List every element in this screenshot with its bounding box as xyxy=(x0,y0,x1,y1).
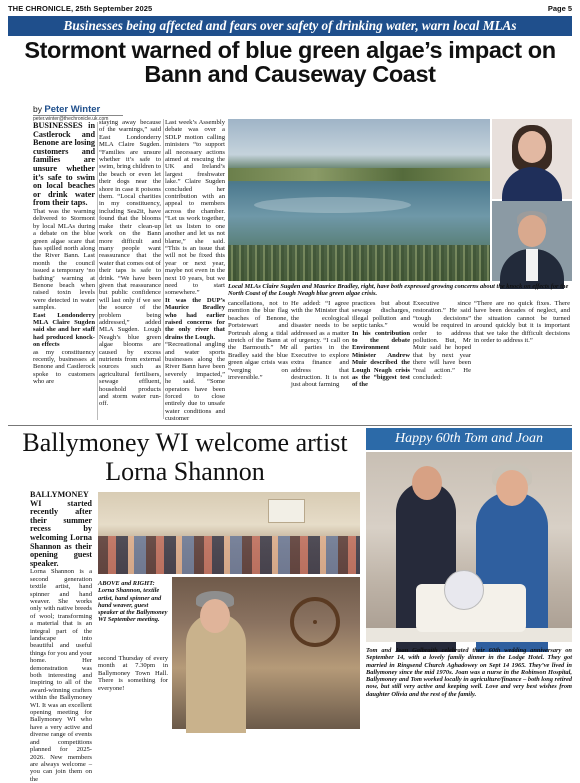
maurice-bradley-photo xyxy=(492,201,572,281)
river-bann-photo xyxy=(228,119,490,281)
headline: Stormont warned of blue green algae’s impact on Bann and Causeway Coast xyxy=(24,37,556,87)
story-col6-bold: In his contribution to the debate Environment Minister Andrew Muir described the Lough Neagh crisis as the “biggest test of the xyxy=(352,329,410,389)
wi-column-2 xyxy=(98,655,168,729)
story-col2-text: staying away because of the warnings,” said East Londonderry MLA Claire Sugden. “Families are unsure whether it’s safe to swim, bring children to the beach or even let their dogs near the shore in case it poisons them. “Local charities in my constituency, including Sea2it, have found that the blooms make their clean-up work on the Bann more difficult and many people want reassurance that the water that comes out of their taps is safe to drink. “We have been given that reassurance but public confidence will last only if we see the source of the problem being addressed,” added MLA Sugden. Lough Neagh’s blue green algae blooms are caused by excess nutrients from external sources such as agricultural fertilisers, sewage effluent, household products and storm water run-off. xyxy=(99,119,161,408)
story-column-7 xyxy=(413,300,471,422)
story-col8-text: “There are no quick fixes. There have been decades of neglect, and the situation cannot be turned around quickly but it is important that we take the difficult decisions in order to address it.” xyxy=(474,300,570,345)
story-col7-text: Executive since restoration.” He said “tough decisions” would be required in order to address pollution. But, Mr Muir said he hoped that by next year there will have been “real action.” He concluded: xyxy=(413,300,471,382)
story-col4-text: cancellations, not to mention the blue flag beaches of Benone, Portstewart and Portrush along a tidal stretch of the Bann at the Barmouth.” Mr Bradley said the blue green algae crisis was “verging on irreversible.” xyxy=(228,300,288,382)
story-col1-end: as my constituency recently, businesses at Benone and Castlerock spoke to customers who are xyxy=(33,348,95,386)
story-col1-bold: East Londonderry MLA Claire Sugden said she and her staff had produced knock-on effects xyxy=(33,311,95,349)
story-column-6 xyxy=(352,300,410,422)
story-column-3 xyxy=(165,119,225,423)
column-rule xyxy=(163,119,164,419)
wi-photo-caption: ABOVE and RIGHT: Lorna Shannon, textile artist, hand spinner and hand weaver, guest speaker at the Ballymoney WI September meeting. xyxy=(98,580,168,624)
anniversary-banner: Happy 60th Tom and Joan xyxy=(366,428,572,450)
story-col1-text: That was the warning delivered to Stormont by local MLAs during a debate on the blue green algae scare that has spilled north along the River Bann. Last month the council issued a temporary ‘no bathing’ warning at Benone beach when raised toxin levels were detected in water samples. xyxy=(33,207,95,312)
byline-by: by xyxy=(33,104,42,114)
story-col3-end: “Recreational angling and water sports businesses along the River Bann have been severely impacted,” he said. “Some operators have been forced to close entirely due to unsafe water conditions and customer xyxy=(165,341,225,423)
story-column-2 xyxy=(99,119,161,422)
story-column-1 xyxy=(33,122,95,422)
story-col6-text: practices but about sewage discharges, illegal pollution and septic tanks.” xyxy=(352,300,410,330)
story-column-5 xyxy=(291,300,349,422)
wi-column-1 xyxy=(30,490,92,783)
story-column-8 xyxy=(474,300,570,422)
section-divider xyxy=(8,425,572,426)
tom-and-joan-photo xyxy=(366,452,572,642)
byline-email: peter.winter@thechronicle.uk.com xyxy=(33,116,109,122)
masthead-date: THE CHRONICLE, 25th September 2025 xyxy=(8,4,153,13)
wi-col1-text: Lorna Shannon is a second generation textile artist, hand spinner and hand weaver. She works only with native breeds of wool; transforming a material that is an integral part of the landscape into beautiful and useful things for you and your home. Her demonstration was both interesting and inspiring to all of the award-winning crafters within the Ballymoney WI. It was an excellent opening meeting for Ballymoney WI who have a very active and diverse range of events and competitions planned for 2025-2026. New members are always welcome – you can join them on the xyxy=(30,568,92,783)
story-lead: BUSINESSES in Castlerock and Benone are losing customers and families are unsure whether it’s safe to swim on local beaches or drink water from their taps. xyxy=(33,121,95,208)
story-col3-bold: It was the DUP’s Maurice Bradley who had earlier raised concerns for the only river that drains the Lough. xyxy=(165,296,225,341)
lorna-shannon-photo xyxy=(172,577,360,729)
wi-headline: Ballymoney WI welcome artist Lorna Shannon xyxy=(22,428,348,486)
story-column-4 xyxy=(228,300,288,422)
wi-meeting-photo xyxy=(98,492,360,574)
wi-col2-text: second Thursday of every month at 7.30pm in Ballymoney Town Hall. There is something for everyone! xyxy=(98,655,168,692)
photo-caption: Local MLAs Claire Sugden and Maurice Bradley, right, have both expressed growing concerns about the knock on effects for the North Coast of the Lough Neagh blue green algae crisis. xyxy=(228,283,569,298)
story-banner: Businesses being affected and fears over safety of drinking water, warn local MLAs xyxy=(8,16,572,36)
claire-sugden-photo xyxy=(492,119,572,199)
story-col3-text: Last week’s Assembly debate was over a SDLP motion calling ministers “to support all necessary actions aimed at rescuing the UK and Ireland’s largest freshwater lake.” Claire Sugden concluded her contribution with an appeal to members across the chamber. “Let us work together, let us listen to one another and let us not blame,” she said. “This is an issue that will not be fixed this year or next year, maybe not even in the next 10 years, but we need to start somewhere.” xyxy=(165,119,225,297)
story-col5-text: He added: “I agree with the Minister that the ecological disaster needs to be addressed as a matter of urgency. “I call on all parties in the Executive to explore extra finance and address that destruction. It is not just about farming xyxy=(291,300,349,389)
byline xyxy=(33,104,100,115)
anniversary-caption: Tom and Joan Galbraith celebrated their 60th wedding anniversary on September 14, with a lovely family dinner in the Lodge Hotel. They got married in Ringsend Church Aghadowey on Sept 14 1965. They’ve lived in Ballymoney since the mid 1970s. Joan was a nurse in the Robinson Hospital, Ballymoney and Tom worked locally in agriculture/finance – both long retired now, but still very active and keeping well. Love and very best wishes from daughter Olivia and the rest of the family. xyxy=(366,647,572,698)
wi-lead: BALLYMONEY WI started recently after their summer recess by welcoming Lorna Shannon as their opening guest speaker. xyxy=(30,490,92,568)
page-number: Page 5 xyxy=(547,4,572,13)
column-rule xyxy=(97,122,98,420)
byline-name: Peter Winter xyxy=(44,104,101,115)
